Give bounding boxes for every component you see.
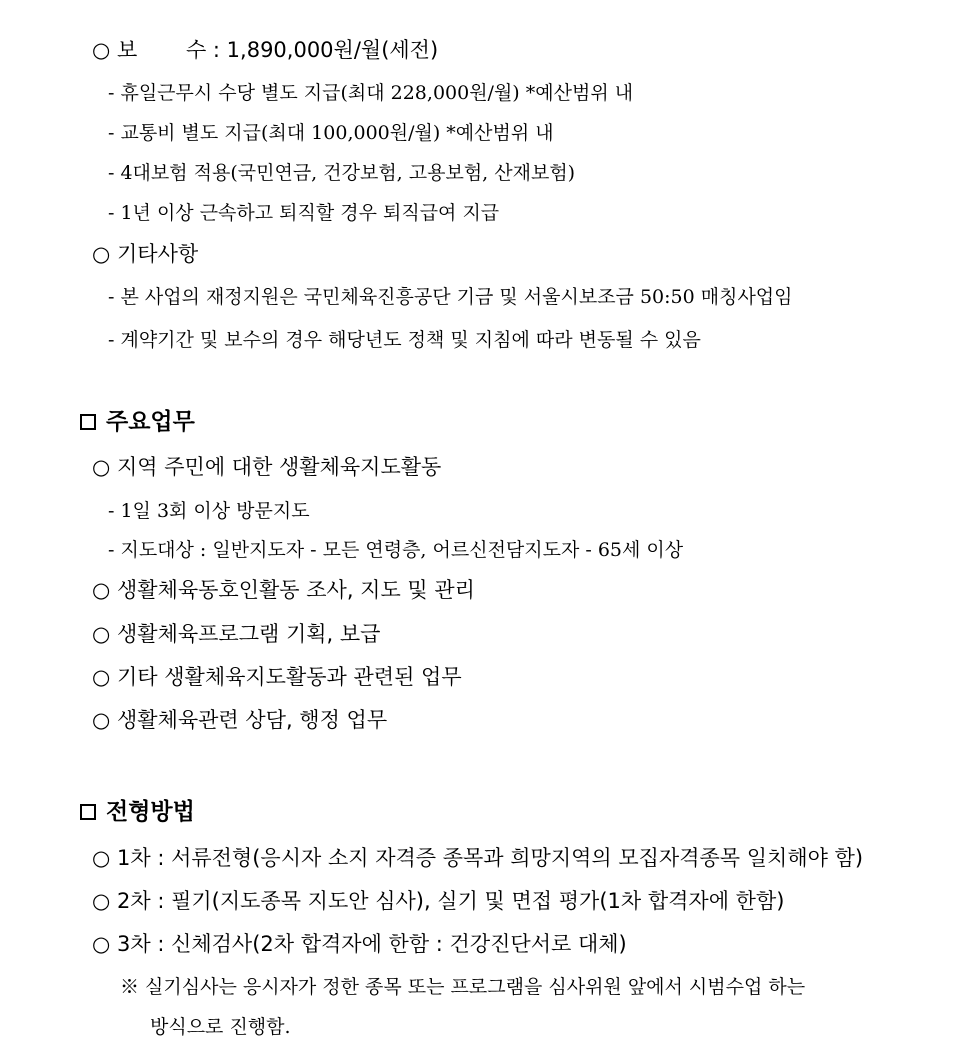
selection-heading xyxy=(80,801,195,824)
duties-sub-visits: - 1일 3회 이상 방문지도 xyxy=(108,500,310,522)
etc-item-contract: - 계약기간 및 보수의 경우 해당년도 정책 및 지침에 따라 변동될 수 있음 xyxy=(108,329,701,351)
duties-item-program: ○ 생활체육프로그램 기획, 보급 xyxy=(92,622,381,646)
salary-label: ○ 보 수 : 1,890,000원/월(세전) xyxy=(92,38,439,62)
selection-heading-text: 전형방법 xyxy=(106,799,195,825)
checkbox-square-icon xyxy=(80,804,96,820)
salary-item-severance: - 1년 이상 근속하고 퇴직할 경우 퇴직급여 지급 xyxy=(108,202,500,224)
duties-item-community: ○ 지역 주민에 대한 생활체육지도활동 xyxy=(92,455,442,479)
selection-step-3: ○ 3차 : 신체검사(2차 합격자에 한함 : 건강진단서로 대체) xyxy=(92,932,627,956)
salary-item-transport: - 교통비 별도 지급(최대 100,000원/월) *예산범위 내 xyxy=(108,122,554,144)
selection-note-line1: ※ 실기심사는 응시자가 정한 종목 또는 프로그램을 심사위원 앞에서 시범수업 하는 xyxy=(120,976,806,998)
checkbox-square-icon xyxy=(80,414,96,430)
selection-step-2: ○ 2차 : 필기(지도종목 지도안 심사), 실기 및 면접 평가(1차 합격자에 한함) xyxy=(92,889,785,913)
selection-step-1: ○ 1차 : 서류전형(응시자 소지 자격증 종목과 희망지역의 모집자격종목 일치해야 함) xyxy=(92,846,864,870)
duties-heading-text: 주요업무 xyxy=(106,409,195,435)
salary-item-insurance: - 4대보험 적용(국민연금, 건강보험, 고용보험, 산재보험) xyxy=(108,162,576,184)
etc-label: ○ 기타사항 xyxy=(92,242,199,266)
duties-item-admin: ○ 생활체육관련 상담, 행정 업무 xyxy=(92,708,388,732)
duties-item-other: ○ 기타 생활체육지도활동과 관련된 업무 xyxy=(92,665,462,689)
duties-heading xyxy=(80,411,195,434)
etc-item-funding: - 본 사업의 재정지원은 국민체육진흥공단 기금 및 서울시보조금 50:50 매칭사업임 xyxy=(108,286,793,308)
selection-note-line2: 방식으로 진행함. xyxy=(150,1016,291,1038)
duties-item-club: ○ 생활체육동호인활동 조사, 지도 및 관리 xyxy=(92,578,475,602)
duties-sub-target: - 지도대상 : 일반지도자 - 모든 연령층, 어르신전담지도자 - 65세 이상 xyxy=(108,539,684,561)
salary-item-holiday: - 휴일근무시 수당 별도 지급(최대 228,000원/월) *예산범위 내 xyxy=(108,82,634,104)
